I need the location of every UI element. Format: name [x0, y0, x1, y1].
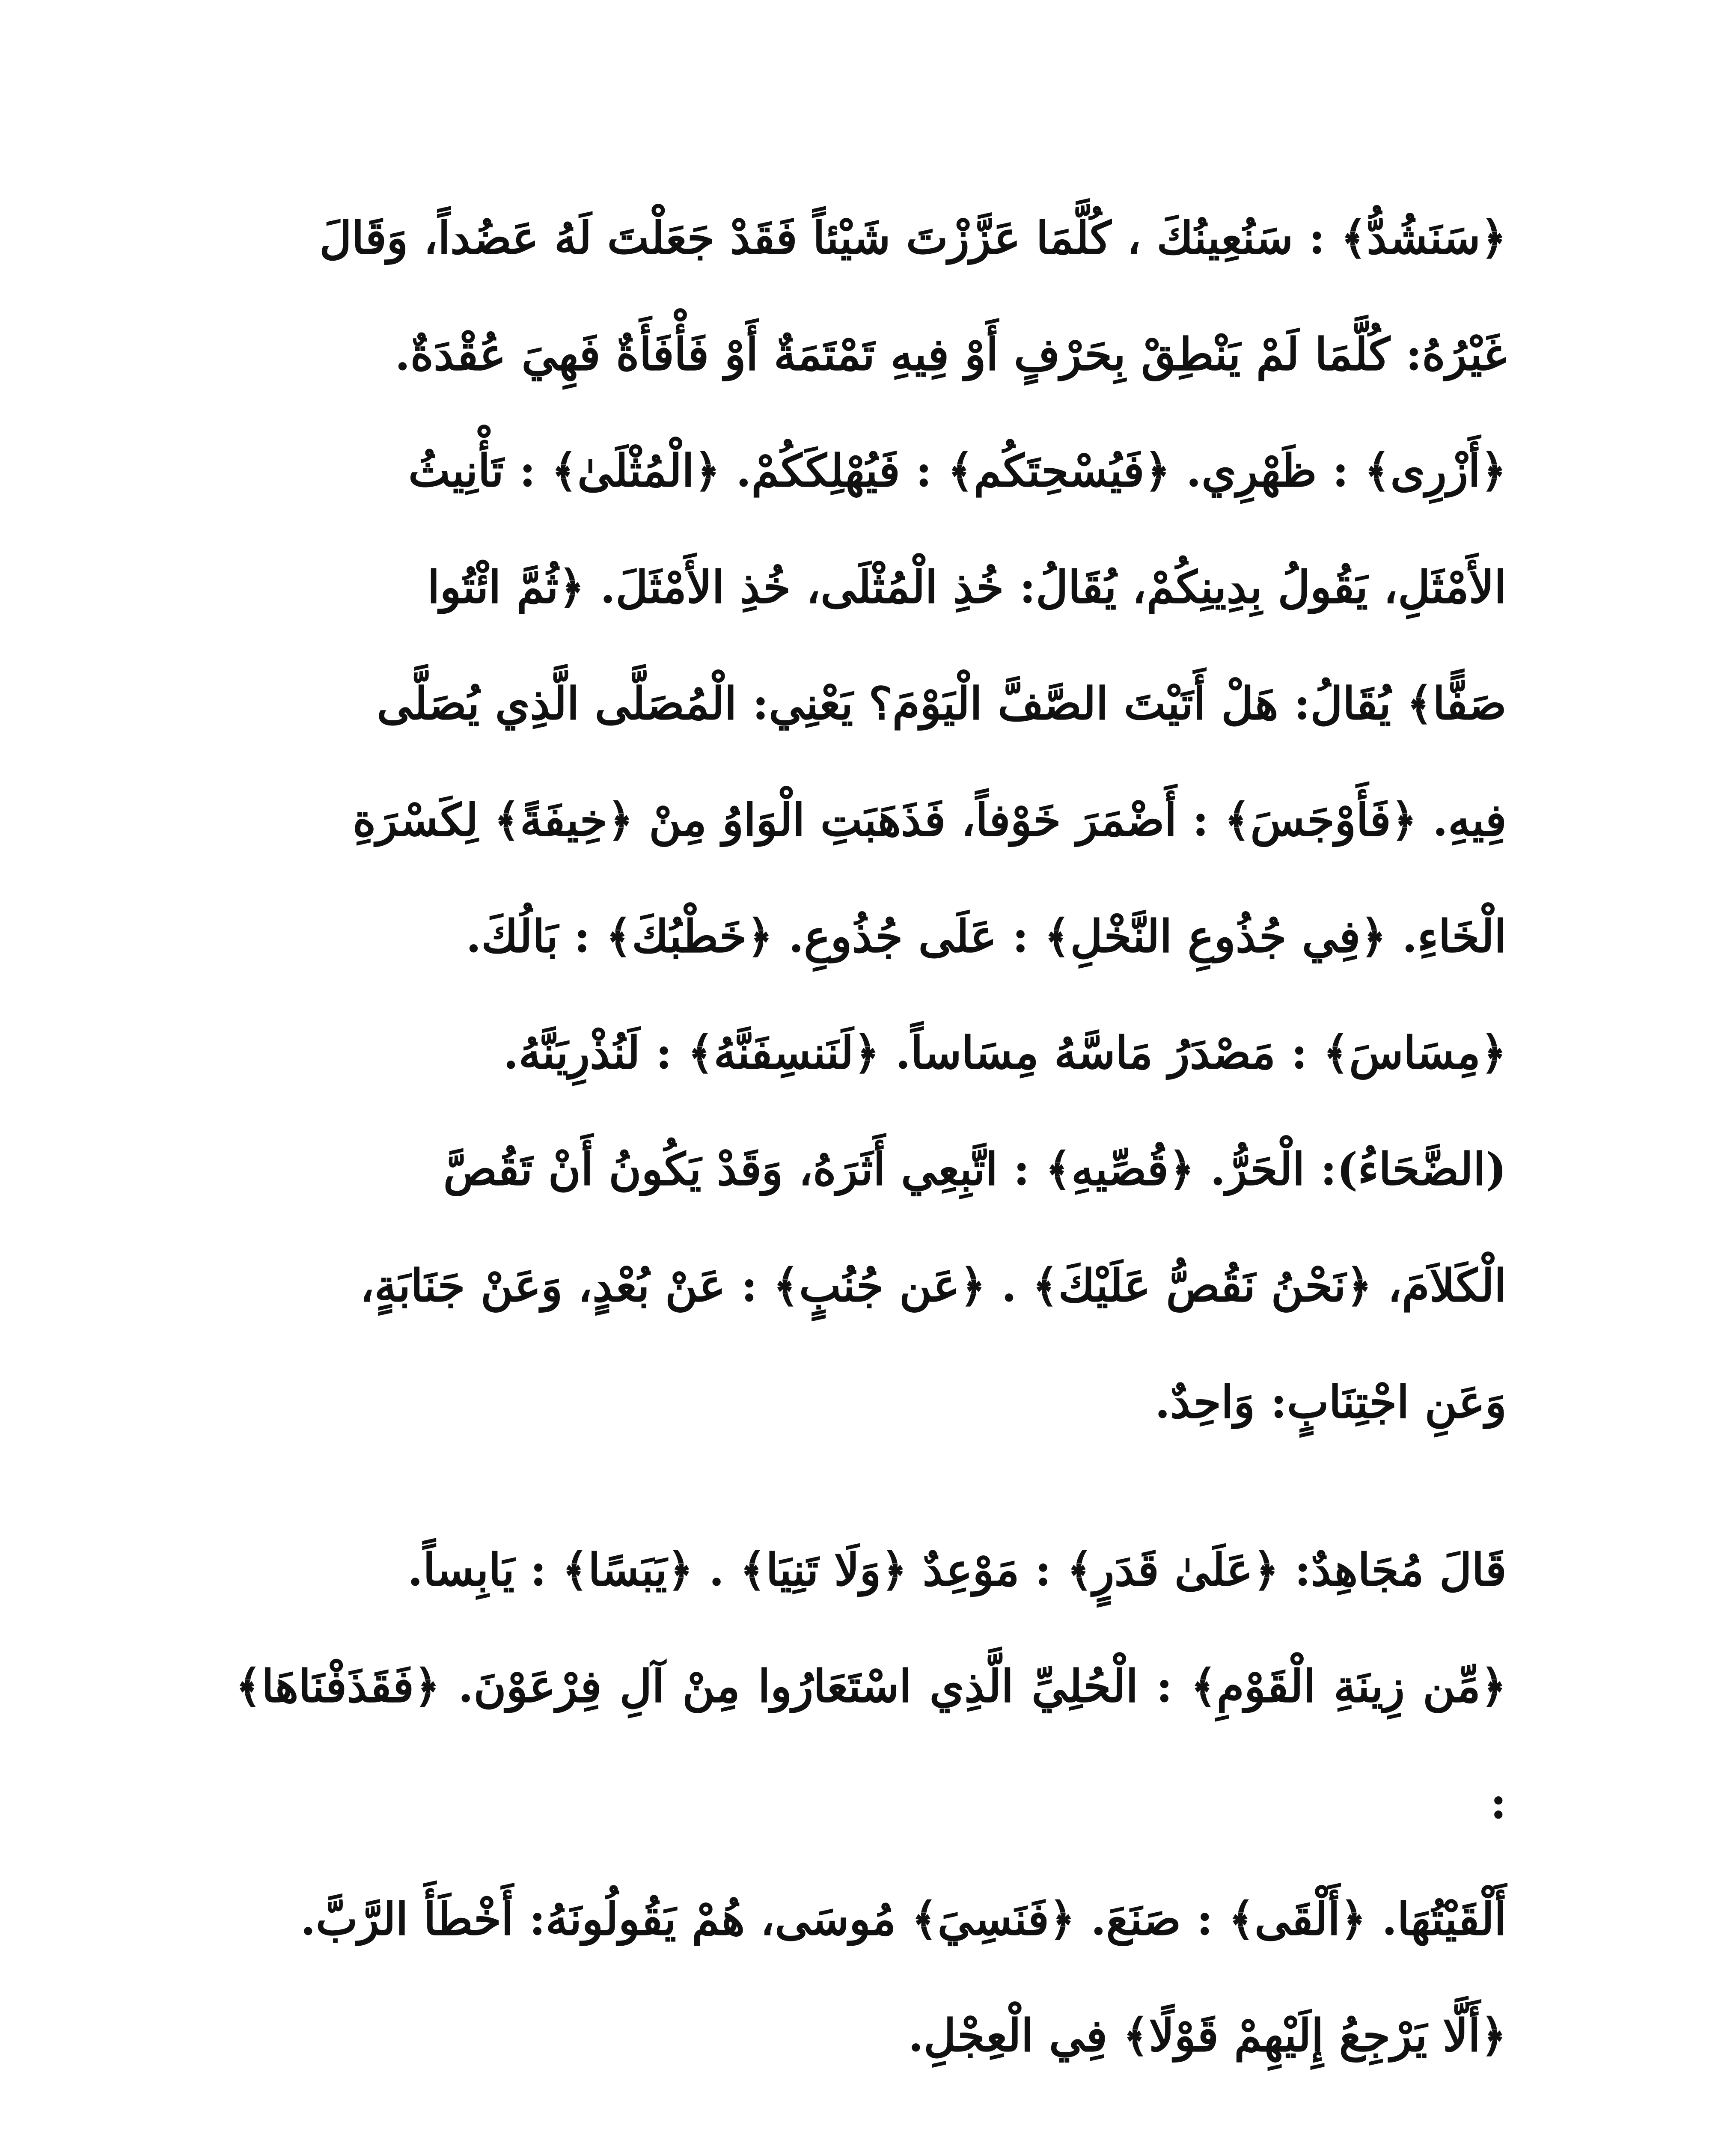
text-line: فِيهِ. ﴿فَأَوْجَسَ﴾ : أَضْمَرَ خَوْفاً، فَذَهَبَتِ الْوَاوُ مِنْ ﴿خِيفَةً﴾ لِكَسْرَةِ: [352, 794, 1507, 846]
text-line: ﴿مِّن زِينَةِ الْقَوْمِ﴾ : الْحُلِيِّ الَّذِي اسْتَعَارُوا مِنْ آلِ فِرْعَوْنَ. ﴿فَقَذَفْنَاهَا﴾ :: [235, 1660, 1507, 1829]
main-paragraph-1: [235, 180, 1507, 1460]
text-line: الْكَلاَمَ، ﴿نَحْنُ نَقُصُّ عَلَيْكَ﴾ . ﴿عَن جُنُبٍ﴾ : عَنْ بُعْدٍ، وَعَنْ جَنَابَةٍ،: [360, 1259, 1507, 1312]
text-line: أَلْقَيْتُهَا. ﴿أَلْقَى﴾ : صَنَعَ. ﴿فَنَسِيَ﴾ مُوسَى، هُمْ يَقُولُونَهُ: أَخْطَأَ الرَّبَّ.: [300, 1893, 1507, 1945]
text-line: غَيْرُهُ: كُلَّمَا لَمْ يَنْطِقْ بِحَرْفٍ أَوْ فِيهِ تَمْتَمَةٌ أَوْ فَأْفَأَةٌ فَهِيَ عُقْدَةٌ.: [395, 328, 1507, 380]
text-line: الأَمْثَلِ، يَقُولُ بِدِينِكُمْ، يُقَالُ: خُذِ الْمُثْلَى، خُذِ الأَمْثَلَ. ﴿ثُمَّ ائْتُوا: [427, 561, 1507, 613]
text-line: قَالَ مُجَاهِدٌ: ﴿عَلَىٰ قَدَرٍ﴾ : مَوْعِدٌ ﴿وَلَا تَنِيَا﴾ . ﴿يَبَسًا﴾ : يَابِساً.: [407, 1543, 1507, 1596]
text-line: ﴿سَنَشُدُّ﴾ : سَنُعِينُكَ ، كُلَّمَا عَزَّزْتَ شَيْئاً فَقَدْ جَعَلْتَ لَهُ عَضُداً، وَقَالَ: [319, 211, 1507, 264]
text-line: وَعَنِ اجْتِنَابٍ: وَاحِدٌ.: [1155, 1376, 1507, 1428]
text-line: (الضَّحَاءُ): الْحَرُّ. ﴿قُصِّيهِ﴾ : اتَّبِعِي أَثَرَهُ، وَقَدْ يَكُونُ أَنْ تَقُصَّ: [443, 1143, 1507, 1195]
text-line: صَفًّا﴾ يُقَالُ: هَلْ أَتَيْتَ الصَّفَّ الْيَوْمَ؟ يَعْنِي: الْمُصَلَّى الَّذِي يُصَلَّى: [377, 677, 1507, 730]
text-line: ﴿أَلَّا يَرْجِعُ إِلَيْهِمْ قَوْلًا﴾ فِي الْعِجْلِ.: [908, 2009, 1507, 2062]
text-line: ﴿مِسَاسَ﴾ : مَصْدَرُ مَاسَّهُ مِسَاساً. ﴿لَنَنسِفَنَّهُ﴾ : لَنُذْرِيَنَّهُ.: [503, 1026, 1507, 1079]
text-line: الْخَاءِ. ﴿فِي جُذُوعِ النَّخْلِ﴾ : عَلَى جُذُوعِ. ﴿خَطْبُكَ﴾ : بَالُكَ.: [466, 910, 1507, 963]
section-spacer: [235, 2094, 1507, 2140]
page-text-block: [235, 180, 1507, 2140]
main-paragraph-2: [235, 1512, 1507, 2094]
text-line: ﴿أَزْرِى﴾ : ظَهْرِي. ﴿فَيُسْحِتَكُم﴾ : فَيُهْلِكَكُمْ. ﴿الْمُثْلَىٰ﴾ : تَأْنِيثُ: [408, 444, 1507, 497]
paragraph-spacer: [235, 1460, 1507, 1512]
